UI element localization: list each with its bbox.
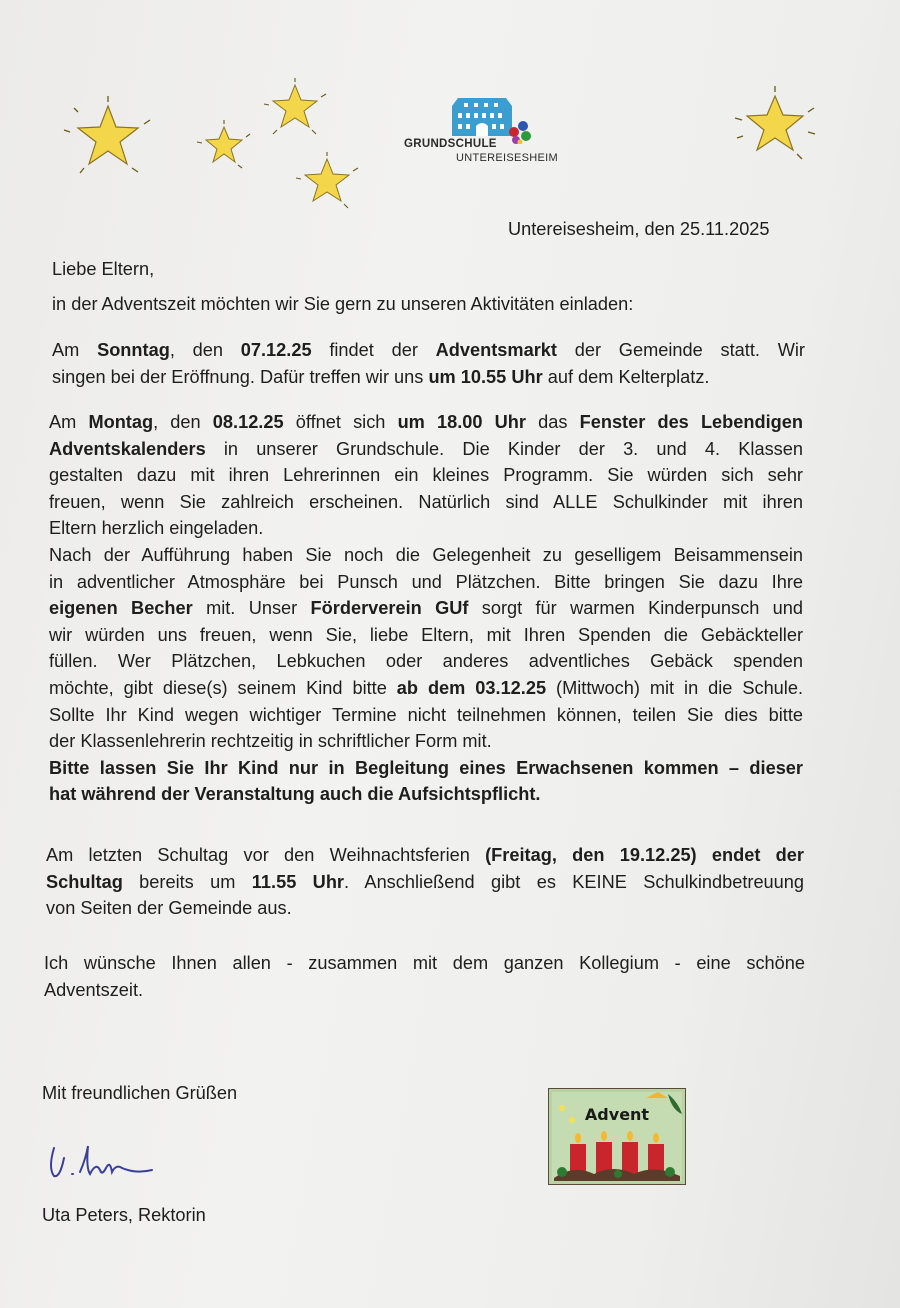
text-line: [49, 755, 803, 782]
text: gestalten dazu mit ihren Lehrerinnen ein kleines Programm. Sie würden sich sehr: [49, 465, 803, 486]
text: möchte, gibt diese(s) seinem Kind bitte: [49, 677, 397, 698]
text: Mit freundlichen Grüßen: [42, 1083, 238, 1103]
school-building-icon: [450, 96, 540, 144]
text-line: [42, 1080, 342, 1107]
text-line: [49, 462, 803, 489]
bold-text: Förderverein GUf: [310, 598, 469, 619]
bold-text: Montag: [88, 412, 154, 432]
text: in unserer Grundschule. Die Kinder der 3. und 4. Klassen: [205, 438, 803, 459]
text-line: [52, 337, 805, 364]
text: (Mittwoch) mit in die Schule.: [546, 677, 803, 698]
text: singen bei der Eröffnung. Dafür treffen wir uns: [52, 366, 429, 387]
text: das: [525, 412, 580, 432]
text: sorgt für warmen Kinderpunsch und: [468, 598, 803, 619]
text: Liebe Eltern,: [52, 259, 155, 279]
place-date-line: Untereisesheim, den 25.11.2025: [508, 219, 770, 239]
text-line: [49, 648, 803, 675]
text: in der Adventszeit möchten wir Sie gern zu unseren Aktivitäten einladen:: [52, 294, 634, 314]
text-line: [52, 256, 452, 283]
advent-candles-picture: [548, 1088, 686, 1185]
text-line: [49, 595, 803, 622]
text-line: [49, 409, 803, 436]
text-line: [49, 489, 803, 516]
bold-text: Schultag: [46, 871, 123, 892]
text: Adventszeit.: [44, 979, 144, 1000]
text: findet der: [311, 340, 436, 360]
text: Am: [49, 412, 89, 432]
text-line: [49, 515, 803, 542]
closing-wish-paragraph: [44, 950, 805, 1003]
bold-text: Adventskalenders: [49, 438, 206, 459]
text-line: [46, 869, 804, 896]
text-line: [46, 842, 804, 869]
text-line: [46, 895, 804, 922]
text: auf dem Kelterplatz.: [542, 366, 710, 387]
star-icon: [62, 96, 154, 176]
text-line: [44, 950, 805, 977]
text: Ich wünsche Ihnen allen - zusammen mit dem ganzen Kollegium - eine schöne: [44, 953, 805, 973]
text: der Klassenlehrerin rechtzeitig in schriftlicher Form mit.: [49, 731, 492, 752]
text-line: [49, 622, 803, 649]
text-line: [49, 675, 803, 702]
text: bereits um: [122, 871, 252, 892]
bold-text: 08.12.25: [212, 412, 284, 432]
star-icon: [294, 152, 360, 210]
bold-text: (Freitag, den 19.12.25) endet der: [485, 845, 804, 865]
text: Nach der Aufführung haben Sie noch die Gelegenheit zu geselligem Beisammensein: [49, 544, 803, 565]
signatory-name: [42, 1202, 342, 1229]
text: öffnet sich: [283, 412, 398, 432]
text: Am letzten Schultag vor den Weihnachtsferien: [46, 845, 486, 865]
text: in adventlicher Atmosphäre bei Punsch und Plätzchen. Bitte bringen Sie dazu Ihre: [49, 571, 803, 592]
text-line: [42, 1202, 342, 1229]
text: , den: [169, 340, 241, 360]
text: der Gemeinde statt. Wir: [556, 340, 805, 360]
text: wir würden uns freuen, wenn Sie, liebe Eltern, mit Ihren Spenden die Gebäckteller: [49, 624, 803, 645]
text-line: [49, 728, 803, 755]
bold-text: Bitte lassen Sie Ihr Kind nur in Begleitung eines Erwachsenen kommen – dieser: [49, 757, 803, 778]
text: freuen, wenn Sie zahlreich erscheinen. Natürlich sind ALLE Schulkinder mit ihren: [49, 491, 803, 512]
star-icon: [196, 120, 252, 170]
text: füllen. Wer Plätzchen, Lebkuchen oder anderes adventliches Gebäck spenden: [49, 651, 803, 672]
bold-text: um 10.55 Uhr: [428, 366, 543, 387]
bold-text: eigenen Becher: [49, 598, 193, 619]
bold-text: ab dem 03.12.25: [396, 677, 547, 698]
text-line: [52, 364, 805, 391]
logo-text-line1: GRUNDSCHULE: [404, 138, 497, 150]
text: Sollte Ihr Kind wegen wichtiger Termine nicht teilnehmen können, teilen Sie dies bitte: [49, 704, 803, 725]
bold-text: Sonntag: [97, 340, 170, 360]
text-line: [49, 702, 803, 729]
handwritten-signature: [46, 1138, 166, 1188]
sunday-paragraph: [52, 337, 805, 390]
school-logo: [400, 94, 565, 169]
monday-paragraph: [49, 409, 803, 808]
text: mit. Unser: [192, 598, 311, 619]
bold-text: Fenster des Lebendigen: [579, 412, 803, 432]
text-line: [49, 436, 803, 463]
bold-text: 11.55 Uhr: [251, 871, 345, 892]
advent-candles-icon: [548, 1088, 686, 1185]
bold-text: hat während der Veranstaltung auch die Aufsichtspflicht.: [49, 784, 541, 805]
text: Uta Peters, Rektorin: [42, 1205, 206, 1225]
intro-paragraph: [52, 291, 812, 318]
text-line: [49, 542, 803, 569]
bold-text: 07.12.25: [240, 340, 312, 360]
salutation: [52, 256, 452, 283]
star-icon: [732, 86, 818, 162]
text: . Anschließend gibt es KEINE Schulkindbetreuung: [344, 871, 804, 892]
logo-text-line2: UNTEREISESHEIM: [456, 152, 558, 164]
last-schoolday-paragraph: [46, 842, 804, 922]
bold-text: um 18.00 Uhr: [397, 412, 526, 432]
greeting: [42, 1080, 342, 1107]
text: , den: [153, 412, 213, 432]
text: von Seiten der Gemeinde aus.: [46, 898, 292, 919]
bold-text: Adventsmarkt: [435, 340, 557, 360]
star-icon: [262, 78, 328, 136]
text-line: [49, 781, 803, 808]
text-line: [44, 977, 805, 1004]
text: Am: [52, 340, 98, 360]
text: Eltern herzlich eingeladen.: [49, 518, 264, 539]
text-line: [52, 291, 812, 318]
advent-picture-label: Advent: [584, 1105, 650, 1124]
text-line: [49, 569, 803, 596]
